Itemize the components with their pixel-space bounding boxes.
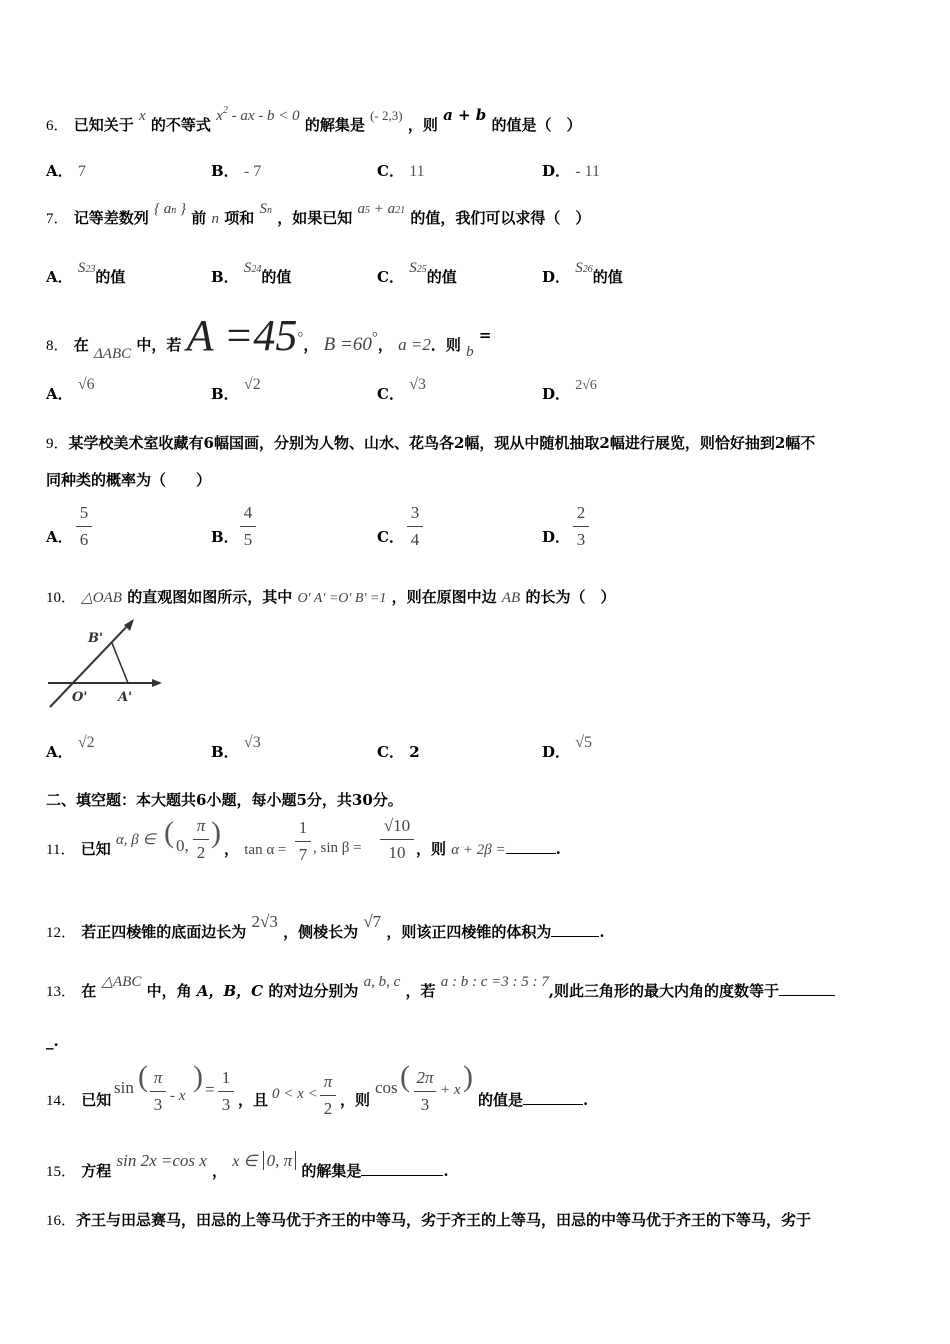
question-15: 15． 方程 sin 2x =cos x ， x ∈ 0, π 的解集是 . <box>46 1151 449 1180</box>
q6-option-c[interactable]: C． 11 <box>377 162 425 180</box>
q8-option-d[interactable]: D． 2√6 <box>542 378 597 403</box>
q8-option-c[interactable]: C． √3 <box>377 376 426 403</box>
q9-fraction-c: 3 4 <box>407 503 423 550</box>
question-9-line-1: 9．某学校美术室收藏有6幅国画，分别为人物、山水、花鸟各2幅，现从中随机抽取2幅进行展览，则恰好抽到2幅不 <box>46 434 816 452</box>
q10-option-b[interactable]: B． √3 <box>211 734 261 761</box>
question-6: 6． 已知关于 x 的不等式 $x^2$ - ax - b < 0 的解集是 (- 2,3) ，则 a + b 的值是（ ） <box>46 105 582 134</box>
q10-option-d[interactable]: D． √5 <box>542 734 593 761</box>
label-B-prime: B' <box>88 631 103 646</box>
q6-option-d[interactable]: D． - 11 <box>542 162 600 180</box>
inequality: $x^2$ - ax - b < 0 <box>216 105 300 124</box>
q11-root10-over-10: √10 10 <box>380 816 414 863</box>
q10-option-c[interactable]: C． 2 <box>377 743 420 761</box>
question-8: 8． 在 ΔABC 中，若 A =45°， B =60°， a =2．则 b = <box>46 311 492 362</box>
label-A-prime: A' <box>118 690 133 705</box>
question-7: 7． 记等差数列 { an } 前 n 项和 Sn ，如果已知 a5 + a21 的值，我们可以求得（ ） <box>46 201 591 227</box>
q9-fraction-d: 2 3 <box>573 503 589 550</box>
q12-answer-blank[interactable] <box>551 936 599 937</box>
q7-option-c[interactable]: C． S25的值 <box>377 260 457 286</box>
x-axis-arrow-icon <box>152 679 162 687</box>
q11-answer-blank[interactable] <box>506 853 556 854</box>
question-9-line-2: 同种类的概率为（ ） <box>46 471 212 489</box>
q6-option-b[interactable]: B． - 7 <box>211 162 262 180</box>
q9-option-b[interactable]: B． <box>211 528 239 546</box>
oblique-view-figure <box>44 615 168 715</box>
question-14-prefix: 14． 已知 <box>46 1091 112 1109</box>
question-13-line-2: _. <box>46 1032 59 1050</box>
sequence-notation: { an } <box>154 201 186 217</box>
q14-answer-blank[interactable] <box>523 1104 583 1105</box>
q13-answer-blank[interactable] <box>779 995 835 996</box>
q10-option-a[interactable]: A． √2 <box>46 734 95 761</box>
q14-pi-over-2: π 2 <box>320 1072 336 1119</box>
q9-fraction-a: 5 6 <box>76 503 92 550</box>
q11-interval: ( <box>164 816 174 849</box>
question-10: 10． △OAB 的直观图如图所示，其中 O' A' =O' B' =1 ，则在原图中边 AB 的长为（ ） <box>46 588 616 606</box>
q14-one-third: 1 3 <box>218 1068 234 1115</box>
q8-option-b[interactable]: B． √2 <box>211 376 261 403</box>
q7-option-d[interactable]: D． S26的值 <box>542 260 623 286</box>
q7-option-b[interactable]: B． S24的值 <box>211 260 292 286</box>
q9-option-a[interactable]: A． <box>46 528 73 546</box>
question-12: 12． 若正四棱锥的底面边长为 2√3 ，侧棱长为 √7 ，则该正四棱锥的体积为 . <box>46 912 605 941</box>
q11-one-seventh: 1 7 <box>295 818 311 865</box>
q7-option-a[interactable]: A． S23的值 <box>46 260 126 286</box>
label-O-prime: O' <box>72 690 88 705</box>
q9-option-d[interactable]: D． <box>542 528 571 546</box>
section-2-heading: 二、填空题：本大题共6小题，每小题5分，共30分。 <box>46 791 403 809</box>
q8-option-a[interactable]: A． √6 <box>46 376 95 403</box>
q6-option-a[interactable]: A． 7 <box>46 162 86 180</box>
q14-pi-over-3: π 3 <box>150 1068 166 1115</box>
q9-fraction-b: 4 5 <box>240 503 256 550</box>
question-11: 11． 已知 α, β ∈ <box>46 832 156 858</box>
segment-AB <box>112 643 128 683</box>
question-13: 13． 在 △ABC 中，角 A，B，C 的对边分别为 a, b, c ，若 a : b : c =3 : 5 : 7,则此三角形的最大内角的度数等于 <box>46 980 835 1001</box>
question-16: 16．齐王与田忌赛马，田忌的上等马优于齐王的中等马，劣于齐王的上等马，田忌的中等马优于齐王的下等马，劣于 <box>46 1211 812 1229</box>
q11-pi-over-2: π 2 <box>193 816 209 863</box>
q14-2pi-over-3: 2π 3 <box>414 1068 436 1115</box>
q9-option-c[interactable]: C． <box>377 528 404 546</box>
q15-answer-blank[interactable] <box>361 1175 443 1176</box>
